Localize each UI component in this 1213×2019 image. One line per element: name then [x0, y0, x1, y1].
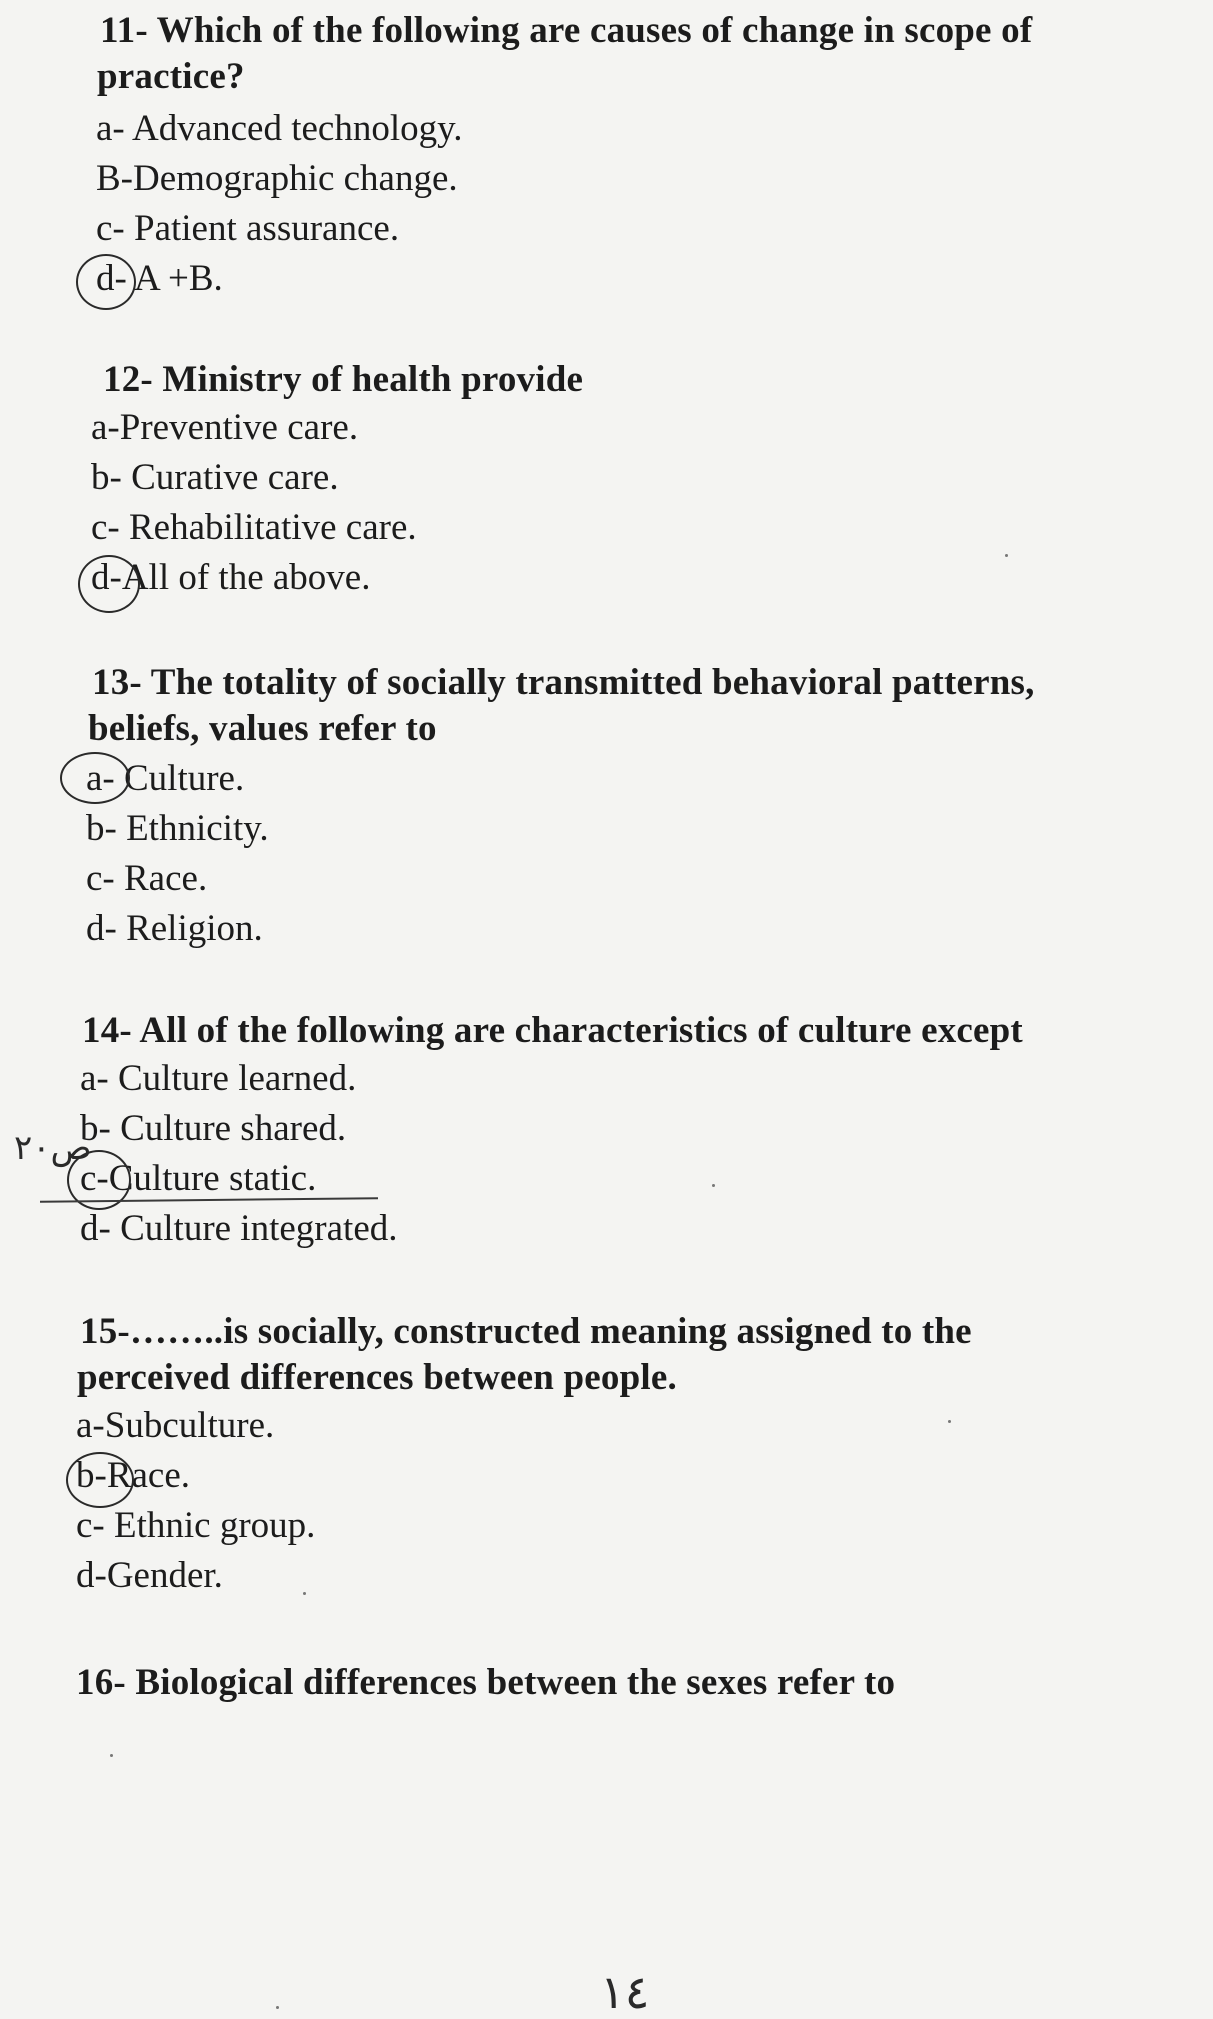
page-number: ١٤ — [600, 1965, 650, 2019]
handwritten-margin-note: ص٢٠ — [14, 1128, 92, 1168]
option-a[interactable]: a-Subculture. — [76, 1405, 275, 1446]
option-c[interactable]: c- Ethnic group. — [76, 1505, 316, 1546]
question-title: 15-……..is socially, constructed meaning assigned to the — [80, 1311, 972, 1352]
scan-speck — [276, 2006, 279, 2009]
question-title: 13- The totality of socially transmitted behavioral patterns, — [92, 662, 1035, 703]
question-title: 14- All of the following are characteristics of culture except — [82, 1010, 1023, 1051]
question-title-continued: perceived differences between people. — [77, 1357, 677, 1398]
option-c[interactable]: c- Patient assurance. — [96, 208, 400, 249]
option-a-selected[interactable]: a- Culture. — [86, 758, 245, 799]
answer-circle-mark — [76, 254, 136, 310]
question-14 — [0, 1008, 1213, 1254]
scan-speck — [110, 1754, 113, 1757]
question-13 — [0, 660, 1213, 954]
option-d-selected[interactable]: d- A +B. — [96, 258, 223, 299]
question-title: 11- Which of the following are causes of change in scope of — [100, 10, 1033, 51]
question-title: 12- Ministry of health provide — [103, 359, 584, 400]
option-b[interactable]: b- Curative care. — [91, 457, 339, 498]
question-title: 16- Biological differences between the sexes refer to — [76, 1662, 896, 1703]
question-11 — [0, 8, 1213, 304]
option-b[interactable]: b- Ethnicity. — [86, 808, 269, 849]
answer-circle-mark — [66, 1452, 134, 1508]
question-title-continued: beliefs, values refer to — [88, 708, 437, 749]
option-b[interactable]: b- Culture shared. — [80, 1108, 347, 1149]
option-a[interactable]: a-Preventive care. — [91, 407, 359, 448]
option-c[interactable]: c- Rehabilitative care. — [91, 507, 417, 548]
option-a[interactable]: a- Culture learned. — [80, 1058, 357, 1099]
option-d[interactable]: d- Religion. — [86, 908, 263, 949]
option-c-selected[interactable]: c-Culture static. — [80, 1158, 317, 1199]
scan-speck — [1005, 554, 1008, 557]
answer-circle-mark — [60, 752, 130, 804]
option-d-selected[interactable]: d-All of the above. — [91, 557, 371, 598]
question-12 — [0, 357, 1213, 603]
option-a[interactable]: a- Advanced technology. — [96, 108, 463, 149]
option-d[interactable]: d- Culture integrated. — [80, 1208, 398, 1249]
scan-speck — [948, 1420, 951, 1423]
question-title-continued: practice? — [97, 56, 245, 97]
option-d[interactable]: d-Gender. — [76, 1555, 223, 1596]
option-b[interactable]: B-Demographic change. — [96, 158, 458, 199]
option-b-selected[interactable]: b-Race. — [76, 1455, 191, 1496]
scan-speck — [712, 1184, 715, 1187]
question-16 — [0, 1660, 1213, 1706]
option-c[interactable]: c- Race. — [86, 858, 208, 899]
question-15 — [0, 1309, 1213, 1601]
scan-speck — [303, 1592, 306, 1595]
answer-circle-mark — [78, 555, 140, 613]
